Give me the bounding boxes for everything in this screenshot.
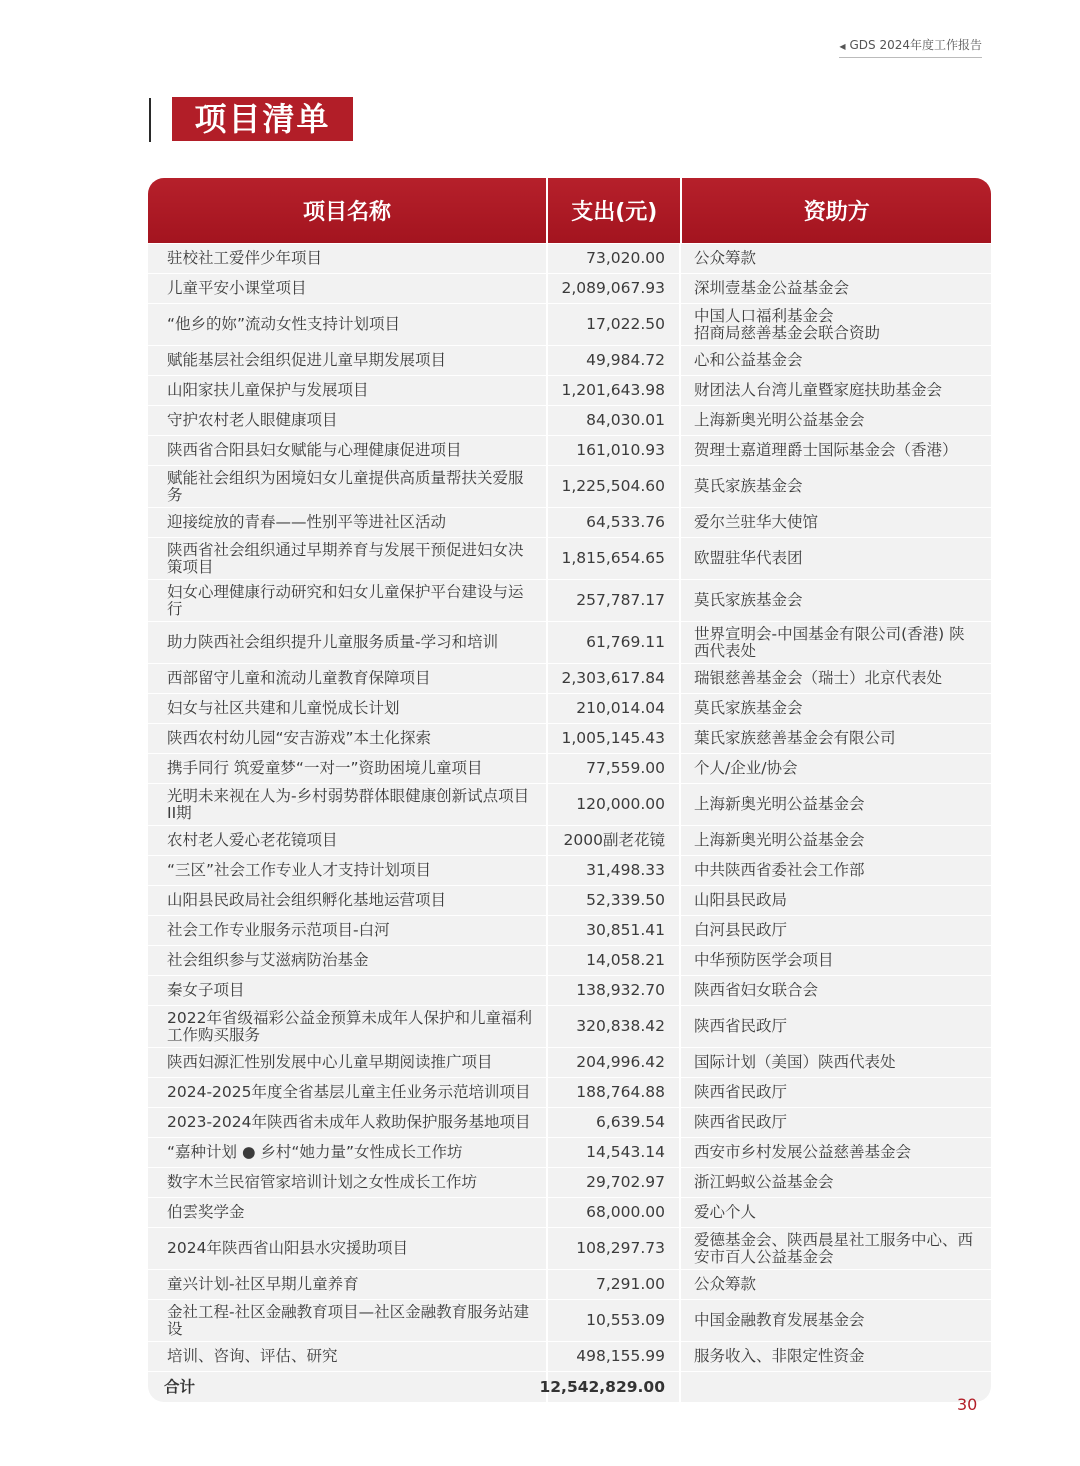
funder-cell: 中共陕西省委社会工作部	[694, 861, 865, 879]
funder-cell: 上海新奥光明公益基金会	[694, 795, 865, 813]
funder-cell: 陕西省民政厅	[694, 1113, 788, 1131]
project-name-cell: 迎接绽放的青春——性别平等进社区活动	[148, 508, 548, 537]
expense-cell: 2000副老花镜	[548, 826, 681, 855]
funder-cell: 陕西省民政厅	[694, 1017, 788, 1035]
expense-cell: 14,058.21	[548, 946, 681, 975]
table-row	[148, 345, 991, 375]
expense-cell: 498,155.99	[548, 1342, 681, 1371]
table-total-row	[148, 1371, 991, 1402]
project-table	[148, 178, 991, 1402]
funder-cell: 白河县民政厅	[694, 921, 788, 939]
project-name-cell: 2022年省级福彩公益金预算未成年人保护和儿童福利工作购买服务	[148, 1006, 548, 1047]
table-row	[148, 621, 991, 663]
expense-cell: 14,543.14	[548, 1138, 681, 1167]
table-row	[148, 693, 991, 723]
funder-cell: 中国人口福利基金会 招商局慈善基金会联合资助	[694, 306, 881, 342]
column-header-funder: 资助方	[803, 200, 870, 225]
expense-cell: 31,498.33	[548, 856, 681, 885]
project-name-cell: 伯雲奖学金	[148, 1198, 548, 1227]
table-row	[148, 507, 991, 537]
page-number: 30	[957, 1395, 978, 1414]
project-name-cell: 山阳家扶儿童保护与发展项目	[148, 376, 548, 405]
project-name-cell: 数字木兰民宿管家培训计划之女性成长工作坊	[148, 1168, 548, 1197]
funder-cell: 财团法人台湾儿童暨家庭扶助基金会	[694, 381, 943, 399]
expense-cell: 188,764.88	[548, 1078, 681, 1107]
total-funder	[681, 1372, 991, 1402]
funder-cell: 国际计划（美国）陕西代表处	[694, 1053, 896, 1071]
project-name-cell: 携手同行 筑爱童梦“一对一”资助困境儿童项目	[148, 754, 548, 783]
project-name-cell: 秦女子项目	[148, 976, 548, 1005]
expense-cell: 61,769.11	[548, 622, 681, 663]
expense-cell: 77,559.00	[548, 754, 681, 783]
expense-cell: 29,702.97	[548, 1168, 681, 1197]
expense-cell: 320,838.42	[548, 1006, 681, 1047]
expense-cell: 2,303,617.84	[548, 664, 681, 693]
project-name-cell: 妇女与社区共建和儿童悦成长计划	[148, 694, 548, 723]
table-body	[148, 243, 991, 1371]
project-name-cell: “嘉种计划 ● 乡村“她力量”女性成长工作坊	[148, 1138, 548, 1167]
expense-cell: 1,225,504.60	[548, 466, 681, 507]
funder-cell: 个人/企业/协会	[694, 759, 798, 777]
funder-cell: 服务收入、非限定性资金	[694, 1347, 865, 1365]
project-name-cell: “三区”社会工作专业人才支持计划项目	[148, 856, 548, 885]
expense-cell: 2,089,067.93	[548, 274, 681, 303]
project-name-cell: 培训、咨询、评估、研究	[148, 1342, 548, 1371]
table-row	[148, 975, 991, 1005]
table-row	[148, 1047, 991, 1077]
project-name-cell: 驻校社工爱伴少年项目	[148, 244, 548, 273]
funder-cell: 中华预防医学会项目	[694, 951, 834, 969]
funder-cell: 上海新奥光明公益基金会	[694, 411, 865, 429]
expense-cell: 6,639.54	[548, 1108, 681, 1137]
project-name-cell: 童兴计划-社区早期儿童养育	[148, 1270, 548, 1299]
funder-cell: 深圳壹基金公益基金会	[694, 279, 850, 297]
funder-cell: 公众筹款	[694, 1275, 757, 1293]
project-name-cell: 陕西农村幼儿园“安吉游戏”本土化探索	[148, 724, 548, 753]
project-name-cell: 金社工程-社区金融教育项目—社区金融教育服务站建设	[148, 1300, 548, 1341]
project-name-cell: 社会组织参与艾滋病防治基金	[148, 946, 548, 975]
table-header	[148, 178, 991, 243]
table-row	[148, 465, 991, 507]
funder-cell: 莫氏家族基金会	[694, 591, 803, 609]
funder-cell: 瑞银慈善基金会（瑞士）北京代表处	[694, 669, 943, 687]
table-row	[148, 1107, 991, 1137]
column-header-expense: 支出(元)	[548, 178, 682, 243]
funder-cell: 爱心个人	[694, 1203, 757, 1221]
expense-cell: 17,022.50	[548, 304, 681, 345]
table-row	[148, 1137, 991, 1167]
table-row	[148, 1167, 991, 1197]
table-row	[148, 243, 991, 273]
expense-cell: 49,984.72	[548, 346, 681, 375]
table-row	[148, 825, 991, 855]
funder-cell: 葉氏家族慈善基金会有限公司	[694, 729, 896, 747]
funder-cell: 公众筹款	[694, 249, 757, 267]
funder-cell: 贺理士嘉道理爵士国际基金会（香港）	[694, 441, 958, 459]
expense-cell: 1,005,145.43	[548, 724, 681, 753]
table-row	[148, 723, 991, 753]
project-name-cell: 西部留守儿童和流动儿童教育保障项目	[148, 664, 548, 693]
table-row	[148, 1227, 991, 1269]
expense-cell: 64,533.76	[548, 508, 681, 537]
project-name-cell: 妇女心理健康行动研究和妇女儿童保护平台建设与运行	[148, 580, 548, 621]
project-name-cell: 陕西妇源汇性别发展中心儿童早期阅读推广项目	[148, 1048, 548, 1077]
expense-cell: 84,030.01	[548, 406, 681, 435]
funder-cell: 心和公益基金会	[694, 351, 803, 369]
table-row	[148, 273, 991, 303]
table-row	[148, 405, 991, 435]
funder-cell: 上海新奥光明公益基金会	[694, 831, 865, 849]
expense-cell: 68,000.00	[548, 1198, 681, 1227]
table-row	[148, 1005, 991, 1047]
project-name-cell: 农村老人爱心老花镜项目	[148, 826, 548, 855]
project-name-cell: 助力陕西社会组织提升儿童服务质量-学习和培训	[148, 622, 548, 663]
expense-cell: 30,851.41	[548, 916, 681, 945]
total-label: 合计	[148, 1372, 548, 1402]
project-name-cell: 2024-2025年度全省基层儿童主任业务示范培训项目	[148, 1078, 548, 1107]
table-row	[148, 1197, 991, 1227]
expense-cell: 52,339.50	[548, 886, 681, 915]
report-reference-text: GDS 2024年度工作报告	[849, 38, 982, 52]
expense-cell: 108,297.73	[548, 1228, 681, 1269]
project-name-cell: 山阳县民政局社会组织孵化基地运营项目	[148, 886, 548, 915]
funder-cell: 西安市乡村发展公益慈善基金会	[694, 1143, 912, 1161]
table-row	[148, 915, 991, 945]
table-row	[148, 945, 991, 975]
title-accent-line	[149, 98, 151, 142]
expense-cell: 120,000.00	[548, 784, 681, 825]
expense-cell: 10,553.09	[548, 1300, 681, 1341]
expense-cell: 138,932.70	[548, 976, 681, 1005]
funder-cell: 莫氏家族基金会	[694, 477, 803, 495]
total-amount: 12,542,829.00	[548, 1372, 681, 1402]
project-name-cell: 社会工作专业服务示范项目-白河	[148, 916, 548, 945]
project-name-cell: 赋能基层社会组织促进儿童早期发展项目	[148, 346, 548, 375]
project-name-cell: 2024年陕西省山阳县水灾援助项目	[148, 1228, 548, 1269]
table-row	[148, 753, 991, 783]
expense-cell: 1,815,654.65	[548, 538, 681, 579]
funder-cell: 陕西省妇女联合会	[694, 981, 819, 999]
table-row	[148, 663, 991, 693]
expense-cell: 161,010.93	[548, 436, 681, 465]
expense-cell: 204,996.42	[548, 1048, 681, 1077]
table-row	[148, 1077, 991, 1107]
funder-cell: 莫氏家族基金会	[694, 699, 803, 717]
funder-cell: 爱尔兰驻华大使馆	[694, 513, 819, 531]
project-name-cell: 光明未来视在人为-乡村弱势群体眼健康创新试点项目II期	[148, 784, 548, 825]
expense-cell: 73,020.00	[548, 244, 681, 273]
table-row	[148, 537, 991, 579]
project-name-cell: 儿童平安小课堂项目	[148, 274, 548, 303]
project-name-cell: 陕西省合阳县妇女赋能与心理健康促进项目	[148, 436, 548, 465]
table-row	[148, 375, 991, 405]
funder-cell: 中国金融教育发展基金会	[694, 1311, 865, 1329]
table-row	[148, 303, 991, 345]
funder-cell: 浙江蚂蚁公益基金会	[694, 1173, 834, 1191]
table-row	[148, 1269, 991, 1299]
table-row	[148, 1341, 991, 1371]
table-row	[148, 885, 991, 915]
funder-cell: 陕西省民政厅	[694, 1083, 788, 1101]
table-row	[148, 435, 991, 465]
project-name-cell: “他乡的妳”流动女性支持计划项目	[148, 304, 548, 345]
column-header-project-name: 项目名称	[148, 178, 548, 243]
expense-cell: 7,291.00	[548, 1270, 681, 1299]
project-name-cell: 赋能社会组织为困境妇女儿童提供高质量帮扶关爱服务	[148, 466, 548, 507]
funder-cell: 世界宣明会-中国基金有限公司(香港) 陕西代表处	[694, 624, 965, 660]
project-name-cell: 陕西省社会组织通过早期养育与发展干预促进妇女决策项目	[148, 538, 548, 579]
expense-cell: 210,014.04	[548, 694, 681, 723]
project-name-cell: 守护农村老人眼健康项目	[148, 406, 548, 435]
table-row	[148, 855, 991, 885]
expense-cell: 257,787.17	[548, 580, 681, 621]
left-triangle-icon: ◀	[839, 42, 846, 51]
project-name-cell: 2023-2024年陕西省未成年人救助保护服务基地项目	[148, 1108, 548, 1137]
table-row	[148, 579, 991, 621]
funder-cell: 欧盟驻华代表团	[694, 549, 803, 567]
page-title: 项目清单	[172, 97, 353, 141]
funder-cell: 山阳县民政局	[694, 891, 788, 909]
table-row	[148, 783, 991, 825]
expense-cell: 1,201,643.98	[548, 376, 681, 405]
report-reference	[839, 36, 982, 58]
funder-cell: 爱德基金会、陕西晨星社工服务中心、西安市百人公益基金会	[694, 1230, 974, 1266]
table-row	[148, 1299, 991, 1341]
